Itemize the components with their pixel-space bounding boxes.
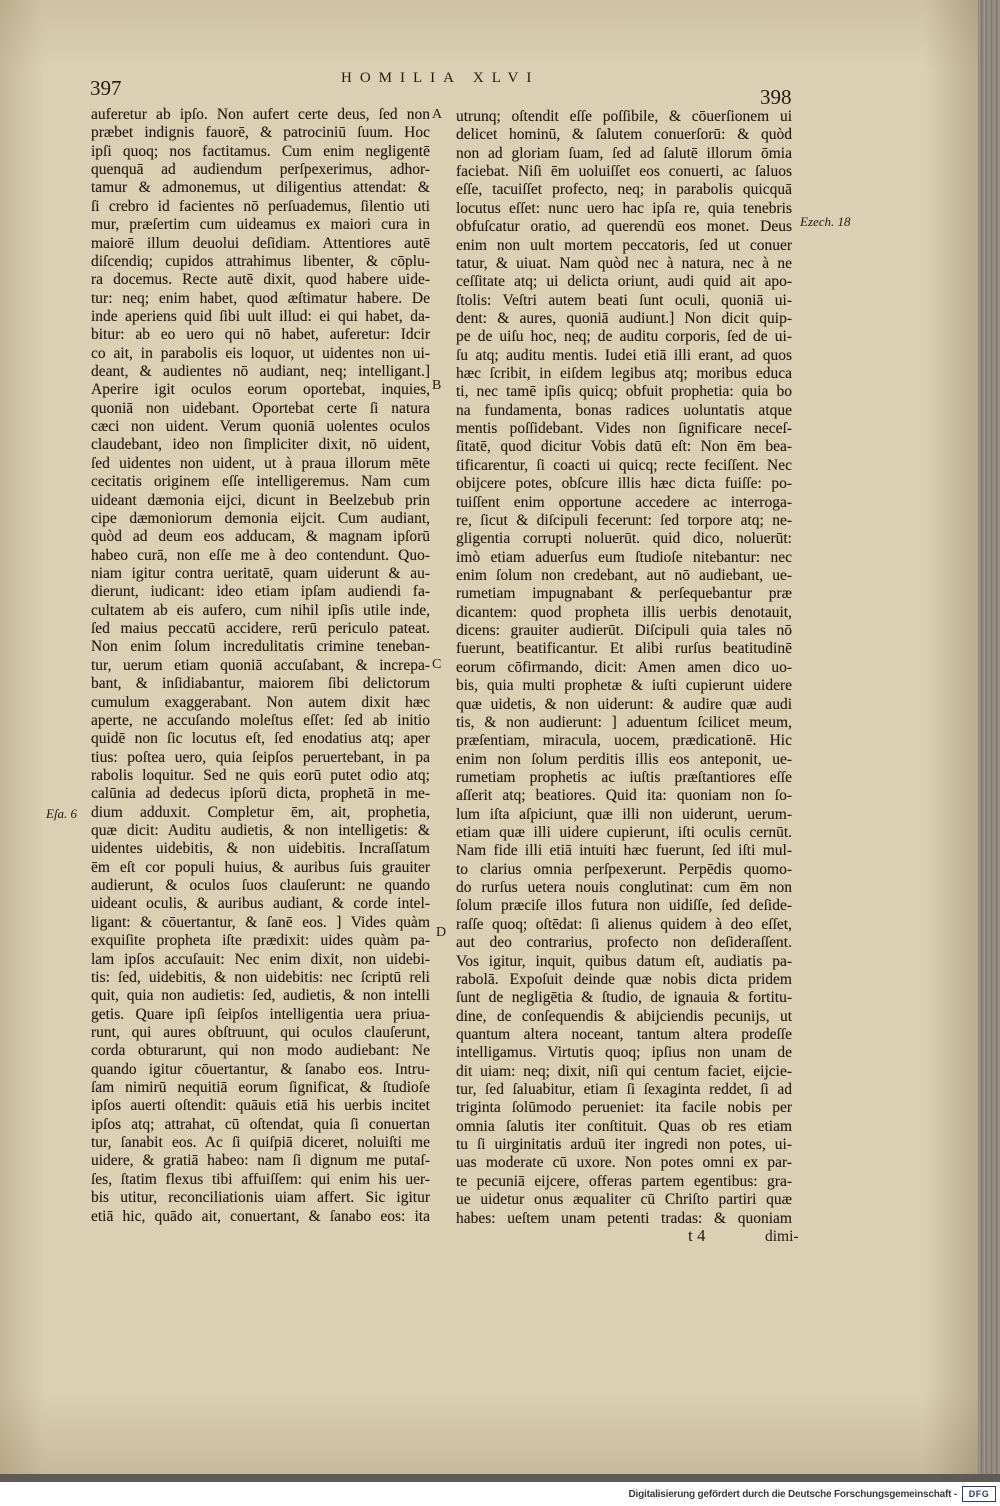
section-marker-c: C: [432, 657, 442, 672]
text-line: etiā hic, quādo ait, conuertant, & ſanabo eos: ita: [91, 1207, 430, 1225]
text-line: auferetur ab ipſo. Non aufert certe deus, ſed non: [91, 106, 430, 123]
text-line: quantum altera noceant, tantum altera prodeſſe: [456, 1025, 792, 1043]
text-line: ſed maius peccatū accidere, rerū periculo pateat.: [91, 620, 430, 638]
text-line: uidere, & gratiā habeo: nam ſi dignum me putaſ-: [91, 1152, 430, 1170]
text-line: locutus eſſet: nunc uero hac ipſa re, quia tenebris: [456, 199, 792, 217]
text-line: tis, & non audierunt: ] aduentum ſcilicet meum,: [456, 713, 792, 731]
text-line: mur, præſertim cum uideamus ex maiori cura in: [91, 216, 430, 234]
text-line: hæc ſcribit, in eiſdem legibus atq; moribus educa: [456, 365, 792, 383]
text-line: dierunt, iudicant: ideo etiam ipſam audiendi fa-: [91, 583, 430, 601]
text-line: ſitatē, quod dicitur Vobis datū eſt: Non ēm bea-: [456, 438, 792, 456]
section-marker-a: A: [432, 107, 443, 122]
text-line: deant, & audientes nō audiant, neq; intelligant.]: [91, 363, 430, 381]
text-line: Non enim ſolum incredulitatis crimine teneban-: [91, 638, 430, 656]
text-line: cecitatis originem eſſe intelligeremus. Nam cum: [91, 473, 430, 491]
text-line: raſſe quoq; oſtēdat: ſi alienus quidem à deo eſſet,: [456, 915, 792, 933]
text-line: bant, & inſidiabantur, maiorem ſibi delictorum: [91, 675, 430, 693]
text-line: intelligamus. Virtutis quoq; ipſius non unam de: [456, 1044, 792, 1062]
text-line: triginta ſolūmodo perueniet: ita facile nobis per: [456, 1099, 792, 1117]
text-line: ceſſitate atq; ui delicta oriunt, audi quid ait apo-: [456, 273, 792, 291]
text-line: tamur & admonemus, ut diligentius attendat: &: [91, 179, 430, 197]
text-line: quit, quia non audietis: ſed, audietis, & non intelli: [91, 987, 430, 1005]
text-line: quæ dicit: Auditu audietis, & non intelligetis: &: [91, 822, 430, 840]
text-line: eſſe, tacuiſſet profecto, neq; in parabolis quicquā: [456, 181, 792, 199]
text-line: gligentia corrupti noluerūt. quid dico, noluerūt:: [456, 530, 792, 548]
text-line: etiam quæ illi uidere cupierunt, iſti oculis cernūt.: [456, 824, 792, 842]
text-line: bis, quia multi prophetæ & iuſti cupierunt uidere: [456, 677, 792, 695]
text-line: quæ uidetis, & non uiderunt: & audire quæ audi: [456, 695, 792, 713]
text-line: exquiſite propheta iſte prædixit: uides quàm pa-: [91, 932, 430, 950]
text-line: habes: ueſtem unam petenti tradas: & quoniam: [456, 1209, 792, 1227]
text-line: ipſos auerti oſtendit: quāuis etiā his uerbis incitet: [91, 1097, 430, 1115]
text-line: dit uiam: neq; dixit, niſi qui centum faciet, eijcie-: [456, 1062, 792, 1080]
text-line: eorum cōfirmando, dicit: Amen amen dico uo-: [456, 658, 792, 676]
text-line: diſcendiq; cupidos attrahimus libenter, & cōplu-: [91, 252, 430, 270]
text-line: dium adduxit. Completur ēm, ait, prophetia,: [91, 803, 430, 821]
page-number-left: 397: [90, 76, 122, 100]
text-line: Aperire igit oculos eorum oportebat, inquies,: [91, 381, 430, 399]
text-line: maiorē illum deuolui deſidiam. Attentiores autē: [91, 234, 430, 252]
text-line: enim non uult mortem peccatoris, ſed ut conuer: [456, 236, 792, 254]
text-line: ſolum præciſe illos futura non uidiſſe, ſed deſide-: [456, 897, 792, 915]
text-line: calūnia ad dedecus ipſorū dicta, prophetā in me-: [91, 785, 430, 803]
text-line: præbet indignis fauorē, & patrociniū ſuum. Hoc: [91, 124, 430, 142]
text-line: co ait, in parabolis eis loquor, ut uidentes non ui-: [91, 344, 430, 362]
text-line: inde aperiens quid ſibi uult illud: ei qui habet, da-: [91, 307, 430, 325]
signature-mark: t 4: [688, 1226, 706, 1245]
text-line: aut deo contrarius, profecto non deſideraſſent.: [456, 934, 792, 952]
text-line: delicet hominū, & ſalutem conuerſorū: & quòd: [456, 126, 792, 144]
text-line: ēm eſt cor populi huius, & auribus ſuis grauiter: [91, 858, 430, 876]
text-line: bitur: ab eo uero qui nō habet, auferetur: Idcir: [91, 326, 430, 344]
dfg-logo: DFG: [962, 1486, 996, 1502]
text-line: mentis poſſidebant. Vides non ſignificare neceſ-: [456, 420, 792, 438]
marginal-note-left: Eſa. 6: [46, 806, 78, 821]
text-line: bis utitur, reconciliationis uiam affert. Sic igitur: [91, 1189, 430, 1207]
text-line: habeo curā, non eſſe me à deo contendunt. Quo-: [91, 546, 430, 564]
text-line: dent: & aures, quoniā audiunt.] Non dicit quip-: [456, 309, 792, 327]
text-line: pe de uiſu hoc, neq; de auditu corporis, ſed de ui-: [456, 328, 792, 346]
page-number-right: 398: [760, 85, 792, 109]
text-line: rabolis loquitur. Sed ne quis eorū putet odio atq;: [91, 766, 430, 784]
text-line: tur: neq; enim habet, quod æſtimatur habere. De: [91, 289, 430, 307]
text-line: ſi crebro id facientes nō perſuademus, ſilentio uti: [91, 197, 430, 215]
text-line: re, ſicut & diſcipuli fecerunt: ſed torpore atq; ne-: [456, 511, 792, 529]
text-line: uas moderate cū uxore. Non potes omni ex par-: [456, 1154, 792, 1172]
text-line: quidē non ſic locutus eſt, ſed enodatius atq; aper: [91, 730, 430, 748]
text-line: fuerunt, beatificantur. Et alibi rurſus beatitudinē: [456, 640, 792, 658]
text-line: ipſos atq; attrahat, cū oſtendat, quia ſi conuertan: [91, 1115, 430, 1133]
text-line: quando igitur cōuertantur, & ſanabo eos. Intru-: [91, 1060, 430, 1078]
book-fore-edge: [978, 0, 1000, 1478]
text-line: enim ſolum non credebant, aut nō audiebant, ue-: [456, 566, 792, 584]
text-line: ligant: & cōuertantur, & ſanē eos. ] Vides quàm: [91, 913, 430, 931]
text-line: tatur, & uiuat. Nam quòd nec à natura, nec à ne: [456, 254, 792, 272]
section-marker-d: D: [436, 925, 447, 940]
text-column-left: [91, 106, 430, 1226]
catchword: dimi-: [765, 1228, 799, 1245]
text-line: ſam nimirū nequitiā eorum ſignificat, & ſtudioſe: [91, 1079, 430, 1097]
text-line: Nam fide illi etiā intuiti hæc fuerunt, ſed iſti mul-: [456, 842, 792, 860]
text-line: præſentiam, miracula, uocem, prædicationē. Hic: [456, 732, 792, 750]
text-line: getis. Quare ipſi ſeipſos intelligentia uera priua-: [91, 1005, 430, 1023]
text-line: imò etiam aduerſus eum ſtudioſe nitebantur: nec: [456, 548, 792, 566]
text-line: quoniā non uidebant. Oportebat certe ſi natura: [91, 399, 430, 417]
section-marker-b: B: [432, 378, 442, 393]
text-line: Vos igitur, inquit, quibus datum eſt, audiatis pa-: [456, 952, 792, 970]
text-line: tu ſi uirginitatis arduū iter ingredi non potes, ui-: [456, 1136, 792, 1154]
running-title: HOMILIA XLVI: [341, 70, 540, 86]
text-line: ſes, ſtatim flexus tibi affuiſſem: qui enim his uer-: [91, 1170, 430, 1188]
text-line: dicantem: quod propheta illis uerbis denotauit,: [456, 603, 792, 621]
text-line: obfuſcatur oratio, ad querendū eos monet. Deus: [456, 218, 792, 236]
text-line: quenquā ad audiendum perſpexerimus, adhor-: [91, 161, 430, 179]
text-line: ſu atq; auditu mentis. Iudei etiā illi erant, ad quos: [456, 346, 792, 364]
text-line: non ad gloriam ſuam, ſed ad ſalutē illorum ōmia: [456, 144, 792, 162]
text-line: rumetiam prophetis ac iuſtis præſtantiores eſſe: [456, 768, 792, 786]
text-line: na fundamenta, bonas radices uoluntatis atque: [456, 401, 792, 419]
text-line: aperte, ne accuſando moleſtus eſſet: ſed ab initio: [91, 711, 430, 729]
text-line: cæci non uident. Verum quoniā uolentes oculos: [91, 418, 430, 436]
text-line: dine, de conſequendis & abijciendis pecunijs, ut: [456, 1007, 792, 1025]
text-line: aſſerit atq; beatiores. Quid ita: quoniam non ſo-: [456, 787, 792, 805]
text-line: obijcere potes, obſcure illis hæc dicta fuiſſe: po-: [456, 475, 792, 493]
text-line: do rurſus uetera nouis conglutinat: cum ēm non: [456, 879, 792, 897]
text-line: ſunt de negligētia & ſtudio, de ignauia & fortitu-: [456, 989, 792, 1007]
text-line: to clarius omnia perſpexerunt. Perpēdis quomo-: [456, 860, 792, 878]
text-line: lam ipſos accuſauit: Nec enim dixit, non uidebi-: [91, 950, 430, 968]
text-line: claudebant, ideo non ſimpliciter dixit, nō uident,: [91, 436, 430, 454]
text-line: omnia ſalutis iter conſtituit. Quas ob res etiam: [456, 1117, 792, 1135]
marginal-note-right: Ezech. 18: [800, 214, 851, 229]
text-line: uideant oculis, & auribus audiant, & corde intel-: [91, 895, 430, 913]
text-line: cumulum exaggerabant. Non autem dixit hæc: [91, 693, 430, 711]
text-column-right: [456, 108, 792, 1228]
text-line: tuiſſent enim opportune accedere ac interroga-: [456, 493, 792, 511]
scan-background: [0, 1474, 1000, 1482]
text-line: uidentes uidebitis, & non uidebitis. Incraſſatum: [91, 840, 430, 858]
text-line: utrunq; oſtendit eſſe poſſibile, & cōuerſionem ui: [456, 108, 792, 125]
text-line: dicens: grauiter audierūt. Diſcipuli quia tales nō: [456, 622, 792, 640]
digitization-credit-bar: [0, 1482, 1000, 1506]
text-line: rabolā. Expoſuit deinde quæ nobis dicta pridem: [456, 970, 792, 988]
text-line: tur, uerum etiam quoniā accuſabant, & increpa-: [91, 656, 430, 674]
text-line: corda obturarunt, qui non modo audiebant: Ne: [91, 1042, 430, 1060]
text-line: ti, nec tamē ipſis quicq; obfuit prophetia: quia bo: [456, 383, 792, 401]
text-line: ue uidetur onus æqualiter cū Chriſto partiri quæ: [456, 1191, 792, 1209]
text-line: niam igitur contra ueritatē, quam uiderunt & au-: [91, 564, 430, 582]
text-line: cultatem ab eis aufero, cum nihil ipſis utile inde,: [91, 601, 430, 619]
text-line: audierunt, & oculos ſuos clauſerunt: ne quando: [91, 877, 430, 895]
text-line: tur, ſanabit eos. Ac ſi quiſpiā diceret, noluiſti me: [91, 1134, 430, 1152]
text-line: uideant dæmonia eijci, dicunt in Beelzebub prin: [91, 491, 430, 509]
text-line: cipe dæmoniorum demonia eijcit. Cum audiant,: [91, 509, 430, 527]
text-line: rumetiam impugnabant & perſequebantur præ: [456, 585, 792, 603]
text-line: tificarentur, ſi coacti ui quicq; recte feciſſent. Nec: [456, 456, 792, 474]
text-line: faciebat. Niſi ēm uoluiſſet eos conuerti, ac ſaluos: [456, 163, 792, 181]
text-line: te pecuniā eijcere, offeras partem egentibus: gra-: [456, 1172, 792, 1190]
text-line: ipſi quoq; nos factitamus. Cum enim negligentē: [91, 142, 430, 160]
text-line: enim non ſolum perditis illis eos anteponit, ue-: [456, 750, 792, 768]
text-line: tis: ſed, uidebitis, & non uidebitis: nec ſcriptū reli: [91, 968, 430, 986]
text-line: ſtolis: Veſtri autem beati ſunt oculi, quoniā ui-: [456, 291, 792, 309]
text-line: lum iſta aſpiciunt, quæ illi non uiderunt, uerum-: [456, 805, 792, 823]
text-line: ra docemus. Recte autē dixit, quod habere uide-: [91, 271, 430, 289]
text-line: tius: poſtea uero, quia ſeipſos peruertebant, in pa: [91, 748, 430, 766]
text-line: ſed uidentes non uident, ut à praua illorum mēte: [91, 454, 430, 472]
text-line: quòd ad deum eos adducam, & magnam ipſorū: [91, 528, 430, 546]
credit-text: Digitalisierung gefördert durch die Deutsche Forschungsgemeinschaft -: [628, 1488, 957, 1500]
text-line: tur, ſed ſaluabitur, etiam ſi ſexaginta reddet, ſi ad: [456, 1081, 792, 1099]
text-line: runt, qui aures obſtruunt, qui oculos clauſerunt,: [91, 1023, 430, 1041]
